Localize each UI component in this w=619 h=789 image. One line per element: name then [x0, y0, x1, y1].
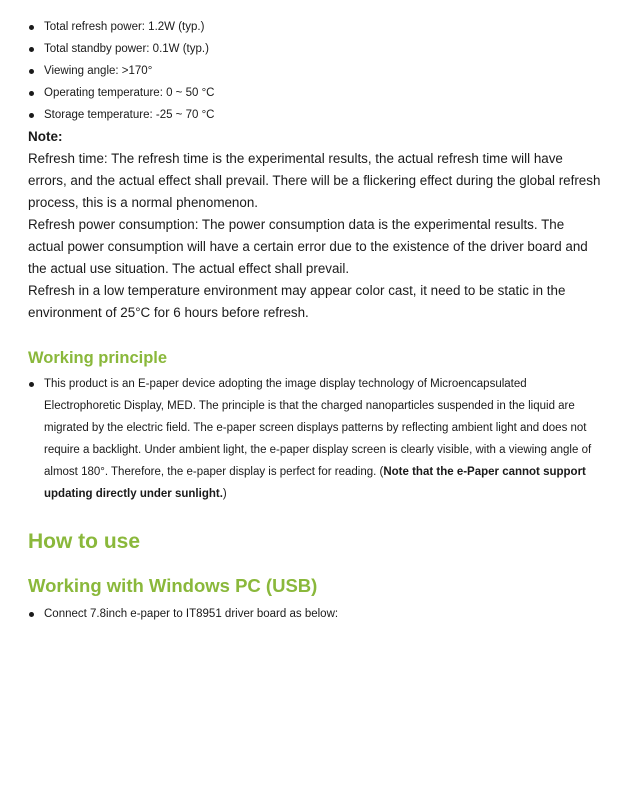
- note-title: Note:: [28, 129, 63, 144]
- working-principle-heading: Working principle: [28, 349, 168, 367]
- note-paragraph: Refresh time: The refresh time is the experimental results, the actual refresh time will have errors, and the actual effect shall prevail. There will be a flickering effect during the global refresh process, this is a normal phenomenon.: [28, 151, 601, 210]
- list-item: [0, 82, 619, 104]
- note-paragraph: Refresh power consumption: The power consumption data is the experimental results. The actual power consumption will have a certain error due to the existence of the driver board and the actual use situation. The actual effect shall prevail.: [28, 217, 588, 276]
- bullet-icon: [29, 25, 34, 30]
- list-item: [0, 38, 619, 60]
- principle-close: ): [222, 488, 227, 500]
- how-to-use-heading: How to use: [28, 530, 141, 553]
- list-item: [0, 60, 619, 82]
- bullet-icon: [29, 113, 34, 118]
- usage-text: Connect 7.8inch e-paper to IT8951 driver board as below:: [44, 608, 339, 620]
- principle-text: This product is an E-paper device adopting the image display technology of Microencapsulated Electrophoretic Display, MED. The principle is that the charged nanoparticles suspended in the liquid are migrated by the electric field. The e-paper screen displays patterns by reflecting ambient light and does not require a backlight. Under ambient light, the e-paper display screen is clearly visible, with a viewing angle of almost 180°. Therefore, the e-paper display is perfect for reading. (: [44, 378, 592, 478]
- windows-pc-heading: Working with Windows PC (USB): [28, 575, 318, 596]
- principle-list: [0, 373, 619, 505]
- bullet-icon: [29, 612, 34, 617]
- bullet-icon: [29, 69, 34, 74]
- usage-list: [0, 603, 619, 625]
- spec-text: Total refresh power: 1.2W (typ.): [44, 21, 205, 33]
- list-item: [0, 16, 619, 38]
- bullet-icon: [29, 91, 34, 96]
- list-item: [0, 373, 592, 505]
- spec-text: Storage temperature: -25 ~ 70 °C: [44, 109, 215, 121]
- note-body: [28, 148, 603, 324]
- spec-text: Total standby power: 0.1W (typ.): [44, 43, 209, 55]
- bullet-icon: [29, 47, 34, 52]
- bullet-icon: [29, 382, 34, 387]
- spec-text: Operating temperature: 0 ~ 50 °C: [44, 87, 215, 99]
- specs-list: [0, 16, 619, 126]
- principle-bold-note: Note that the e-Paper cannot support updating directly under sunlight.: [44, 466, 586, 500]
- list-item: [0, 104, 619, 126]
- note-paragraph: Refresh in a low temperature environment may appear color cast, it need to be static in the environment of 25°C for 6 hours before refresh.: [28, 283, 566, 320]
- list-item: [0, 603, 619, 625]
- spec-text: Viewing angle: >170°: [44, 65, 153, 77]
